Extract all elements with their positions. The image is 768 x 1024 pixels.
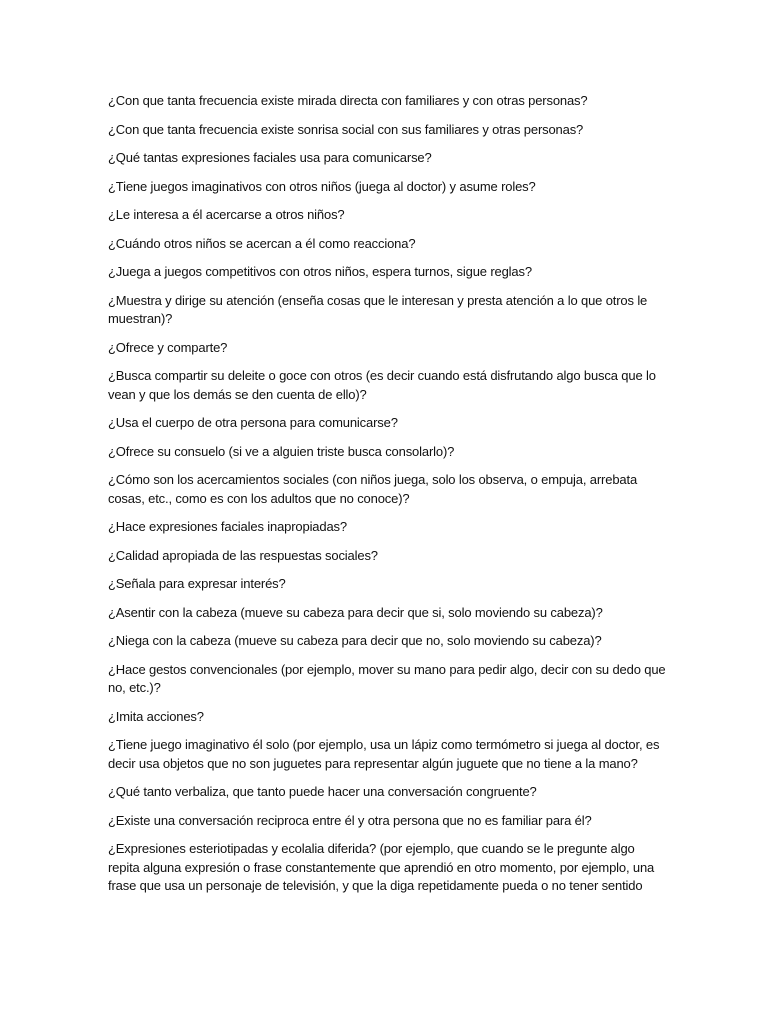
question-item: ¿Juega a juegos competitivos con otros niños, espera turnos, sigue reglas? <box>108 264 532 279</box>
question-item: ¿Calidad apropiada de las respuestas sociales? <box>108 547 378 563</box>
question-item: ¿Expresiones esteriotipadas y ecolalia diferida? (por ejemplo, que cuando se le pregunte algo repita alguna expresión o frase constantemente que aprendió en otro momento, por ejemplo, una frase que usa un personaje de televisión, y que la diga repetidamente pueda o no tener sentido <box>108 841 655 893</box>
question-item: ¿Cuándo otros niños se acercan a él como reacciona? <box>108 235 416 251</box>
question-item: ¿Señala para expresar interés? <box>108 576 286 591</box>
question-item: ¿Tiene juego imaginativo él solo (por ejemplo, usa un lápiz como termómetro si juega al doctor, es decir usa objetos que no son juguetes para representar algún juguete que no tiene a la mano? <box>108 737 660 771</box>
question-item: ¿Con que tanta frecuencia existe sonrisa social con sus familiares y otras personas? <box>108 121 584 137</box>
question-item: ¿Busca compartir su deleite o goce con otros (es decir cuando está disfrutando algo busca que lo vean y que los demás se den cuenta de ello)? <box>108 368 656 402</box>
question-item: ¿Cómo son los acercamientos sociales (con niños juega, solo los observa, o empuja, arrebata cosas, etc., como es con los adultos que no conoce)? <box>108 472 638 506</box>
question-item: ¿Asentir con la cabeza (mueve su cabeza para decir que si, solo moviendo su cabeza)? <box>108 604 603 620</box>
question-item: ¿Hace gestos convencionales (por ejemplo, mover su mano para pedir algo, decir con su dedo que no, etc.)? <box>108 661 666 695</box>
question-item: ¿Niega con la cabeza (mueve su cabeza para decir que no, solo moviendo su cabeza)? <box>108 633 602 648</box>
question-list <box>108 92 668 906</box>
question-item: ¿Muestra y dirige su atención (enseña cosas que le interesan y presta atención a lo que otros le muestran)? <box>108 292 648 326</box>
question-item: ¿Ofrece y comparte? <box>108 339 228 355</box>
question-item: ¿Le interesa a él acercarse a otros niños? <box>108 207 345 222</box>
question-item: ¿Tiene juegos imaginativos con otros niños (juega al doctor) y asume roles? <box>108 178 536 194</box>
question-item: ¿Existe una conversación reciproca entre él y otra persona que no es familiar para él? <box>108 812 592 828</box>
question-item: ¿Hace expresiones faciales inapropiadas? <box>108 519 347 534</box>
question-item: ¿Qué tantas expresiones faciales usa para comunicarse? <box>108 150 432 165</box>
question-item: ¿Imita acciones? <box>108 708 204 724</box>
question-item: ¿Usa el cuerpo de otra persona para comunicarse? <box>108 415 398 430</box>
question-item: ¿Qué tanto verbaliza, que tanto puede hacer una conversación congruente? <box>108 784 537 799</box>
question-item: ¿Ofrece su consuelo (si ve a alguien triste busca consolarlo)? <box>108 443 455 459</box>
question-item: ¿Con que tanta frecuencia existe mirada directa con familiares y con otras personas? <box>108 93 588 108</box>
